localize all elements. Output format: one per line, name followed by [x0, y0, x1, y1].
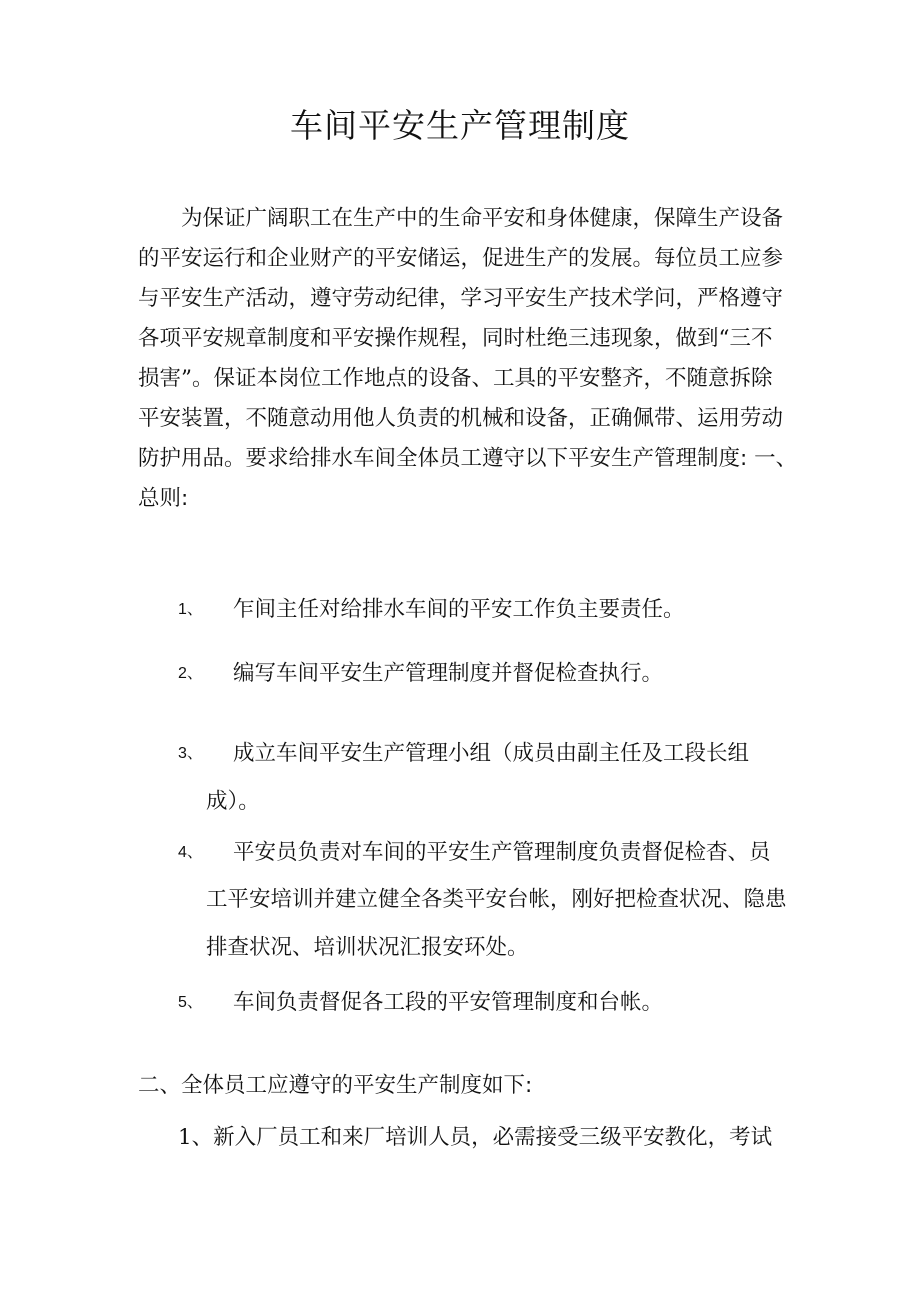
section2-list-item: 1、新入厂员工和来厂培训人员，必需接受三级平安教化，考试 [178, 1125, 773, 1150]
intro-line-last [138, 439, 798, 479]
intro-line: 损害”。保证本岗位工作地点的设备、工具的平安整齐，不随意拆除 [138, 366, 773, 391]
list-item-number: 1、 [178, 601, 203, 618]
list-item-text: 平安员负责对车间的平安生产管理制度负责督促检杳、员 [233, 840, 771, 865]
list-item-number: 5、 [178, 994, 203, 1011]
list-item-text: 车间负责督促各工段的平安管理制度和台帐。 [233, 990, 664, 1015]
intro-paragraph [138, 199, 798, 519]
list-item-text-continued: 排查状况、培训状况汇报安环处。 [206, 935, 529, 960]
section2-heading: 二、全体员工应遵守的平安生产制度如下: [138, 1073, 533, 1098]
list-item-text: 编写车间平安生产管理制度并督促检查执行。 [233, 661, 664, 686]
list-item-number: 3、 [178, 745, 203, 762]
intro-line-last-main: 防护用品。要求给排水车间全体员工遵守以下平安生产管理制度 [138, 446, 741, 471]
list-item-text: 成立车间平安生产管理小组（成员由副主任及工段长组 [233, 741, 750, 766]
list-item-number: 2、 [178, 665, 203, 682]
document-title: 车间平安生产管理制度 [290, 106, 630, 145]
list-item-text-continued: 成）。 [206, 789, 260, 814]
intro-line: 为保证广阔职工在生产中的生命平安和身体健康，保障生产设备 [181, 206, 784, 231]
intro-line: 与平安生产活动，遵守劳动纪律，学习平安生产技术学问，严格遵守 [138, 286, 784, 311]
list-item-number: 4、 [178, 844, 203, 861]
intro-line: 平安装置，不随意动用他人负责的机械和设备，正确佩带、运用劳动 [138, 406, 784, 431]
section1-heading: 总则: [138, 486, 189, 511]
intro-line: 各项平安规章制度和平安操作规程，同时杜绝三违现象，做到“三不 [138, 326, 773, 351]
intro-line: 的平安运行和企业财产的平安储运，促进生产的发展。每位员工应参 [138, 246, 784, 271]
list-item-text-continued: 工平安培训并建立健全各类平安台帐，刚好把检查状况、隐患 [206, 887, 787, 912]
list-item-text: 乍间主任对给排水车间的平安工作负主要责任。 [233, 597, 685, 622]
intro-line-last-tail: : 一、 [740, 446, 798, 471]
